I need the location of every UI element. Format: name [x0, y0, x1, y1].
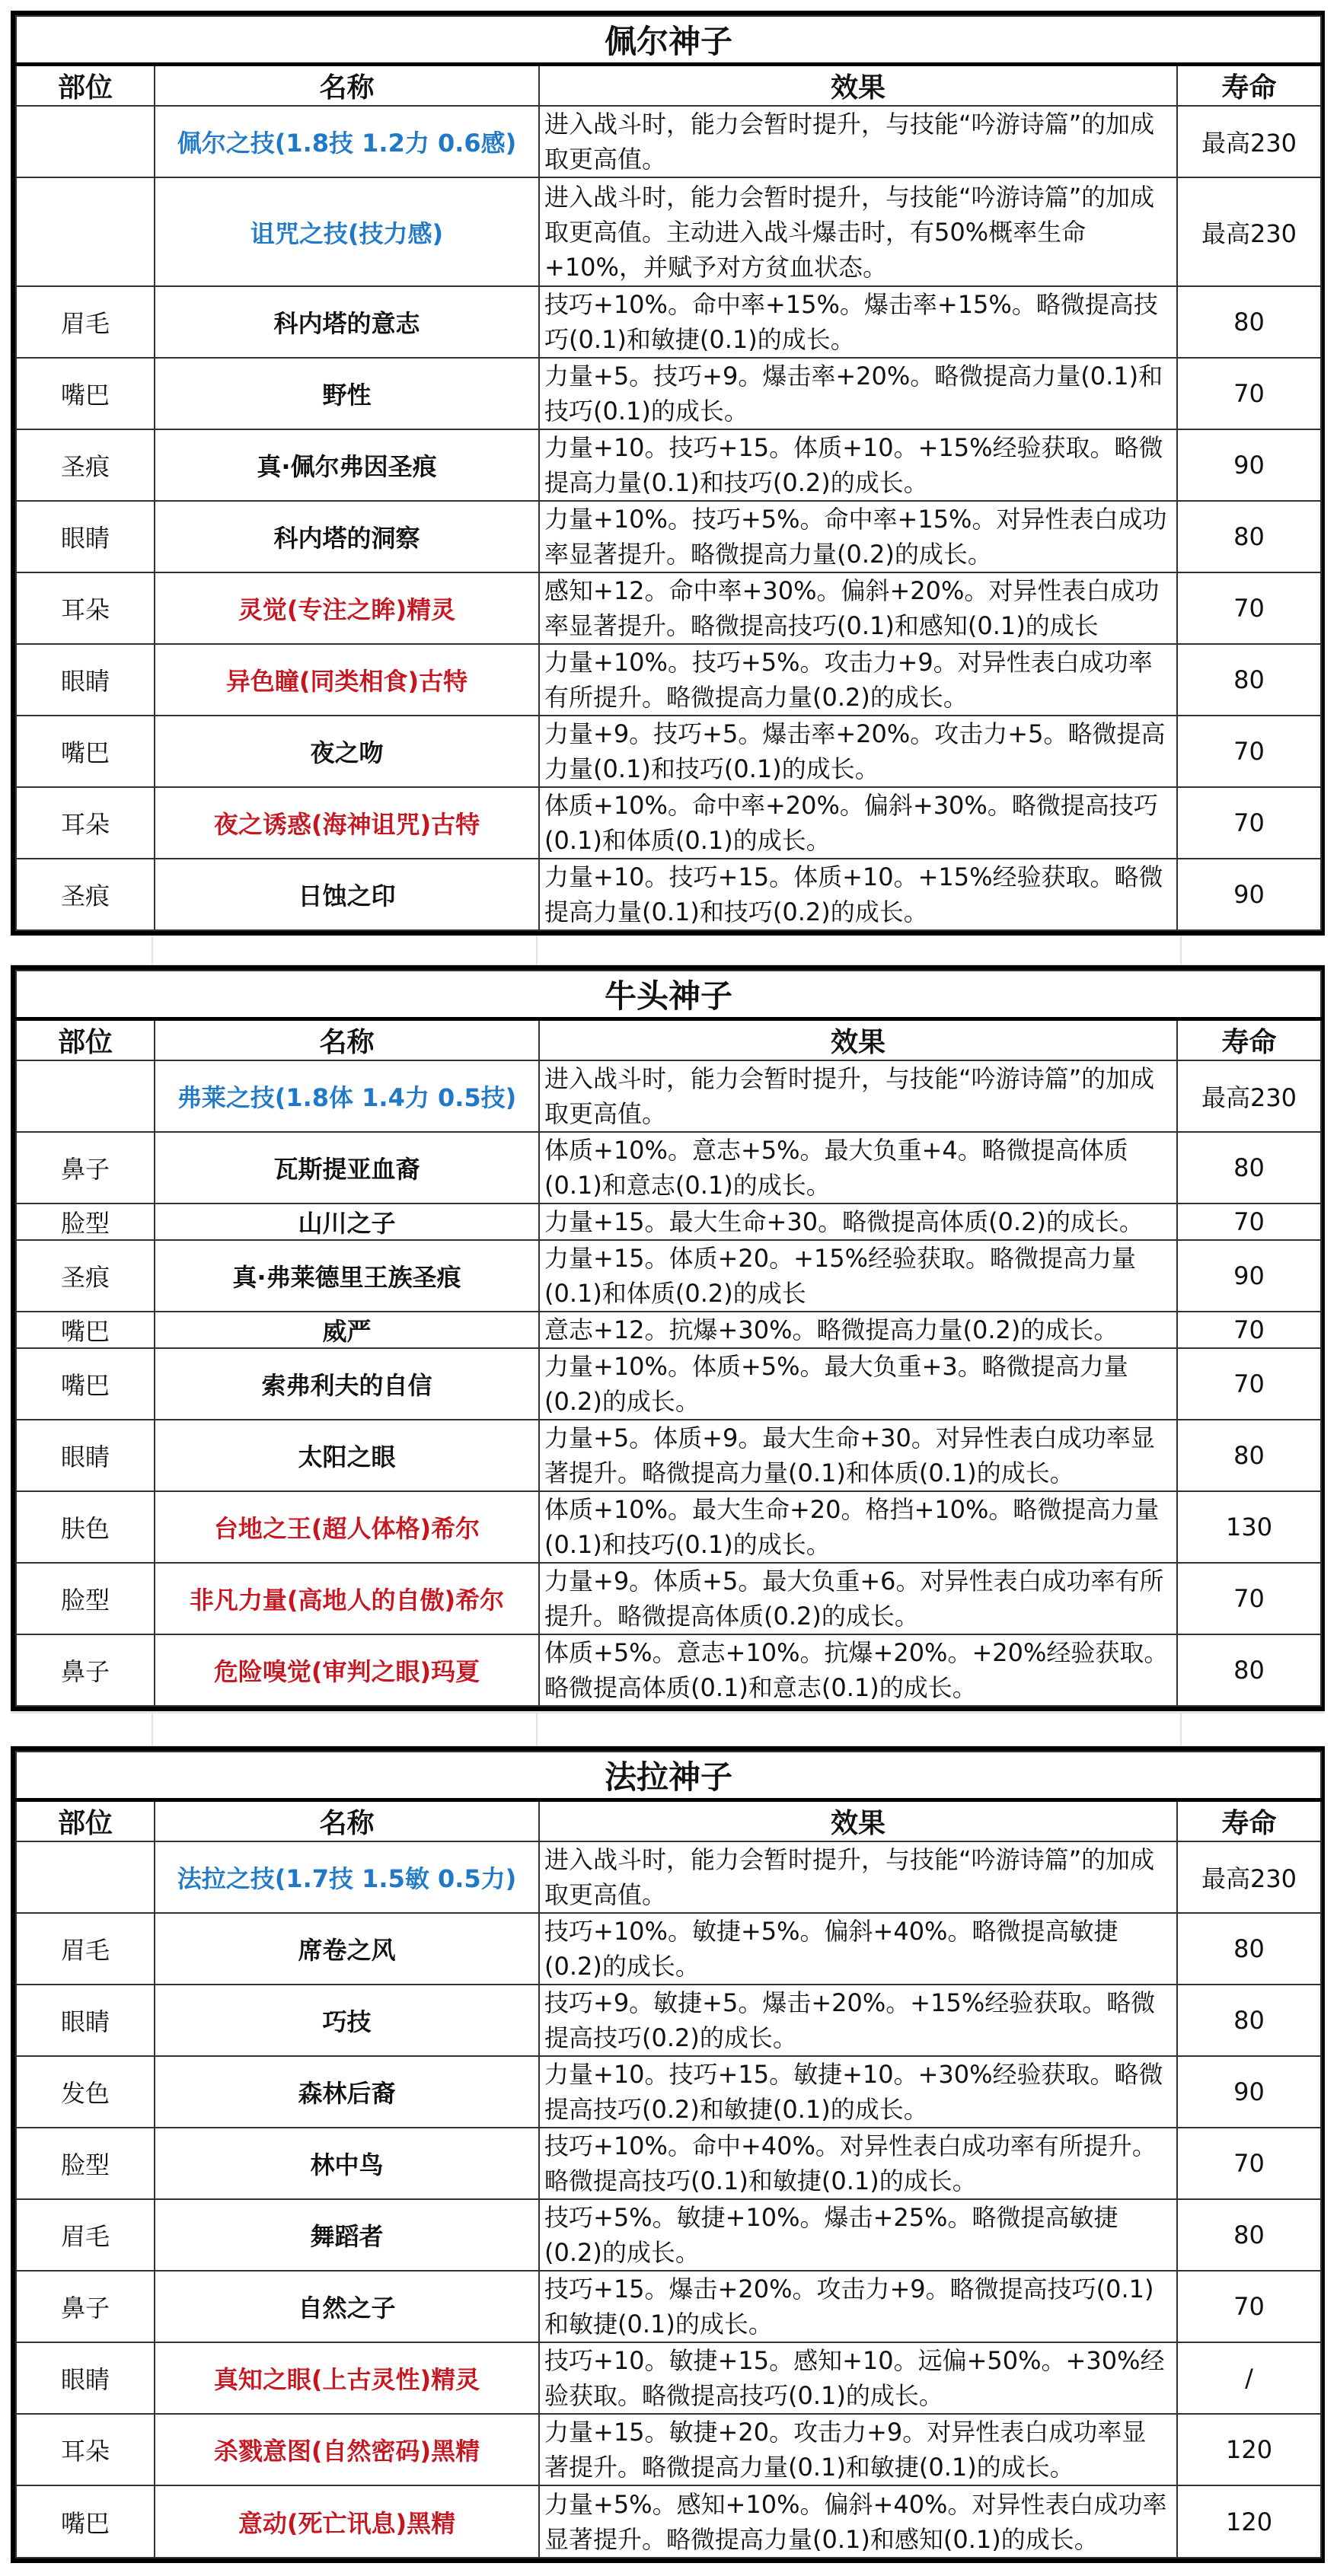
cell-life: 80 [1177, 644, 1321, 716]
cell-life: 最高230 [1177, 106, 1321, 177]
cell-life: 70 [1177, 1348, 1321, 1420]
data-table [15, 1751, 1322, 2558]
cell-effect: 力量+10%。体质+5%。最大负重+3。略微提高力量(0.2)的成长。 [539, 1348, 1177, 1420]
cell-name: 真·弗莱德里王族圣痕 [155, 1240, 539, 1312]
cell-part: 圣痕 [16, 1240, 155, 1312]
cell-name: 夜之诱惑(海神诅咒)古特 [155, 787, 539, 859]
cell-name: 索弗利夫的自信 [155, 1348, 539, 1420]
cell-part: 发色 [16, 2056, 155, 2128]
cell-part: 眉毛 [16, 1913, 155, 1985]
cell-name: 夜之吻 [155, 716, 539, 787]
cell-part: 嘴巴 [16, 1312, 155, 1348]
cell-life: 70 [1177, 2271, 1321, 2342]
cell-life: 120 [1177, 2485, 1321, 2558]
cell-life: 90 [1177, 2056, 1321, 2128]
cell-life: 70 [1177, 787, 1321, 859]
cell-name: 真·佩尔弗因圣痕 [155, 429, 539, 501]
cell-effect: 技巧+10。敏捷+15。感知+10。远偏+50%。+30%经验获取。略微提高技巧(0.1)的成长。 [539, 2342, 1177, 2414]
cell-part: 耳朵 [16, 2414, 155, 2485]
cell-name: 森林后裔 [155, 2056, 539, 2128]
table-row [16, 286, 1321, 358]
cell-effect: 力量+5%。感知+10%。偏斜+40%。对异性表白成功率显著提升。略微提高力量(0.1)和感知(0.1)的成长。 [539, 2485, 1177, 2558]
table-row [16, 1060, 1321, 1132]
table-row [16, 501, 1321, 572]
section-table [11, 1746, 1325, 2563]
table-row [16, 2414, 1321, 2485]
table-row [16, 2271, 1321, 2342]
cell-effect: 力量+10。技巧+15。体质+10。+15%经验获取。略微提高力量(0.1)和技巧(0.2)的成长。 [539, 859, 1177, 930]
cell-life: 70 [1177, 2128, 1321, 2199]
cell-part [16, 106, 155, 177]
cell-life: 90 [1177, 1240, 1321, 1312]
table-row [16, 1841, 1321, 1913]
table-row [16, 1348, 1321, 1420]
cell-part: 嘴巴 [16, 2485, 155, 2558]
cell-part: 鼻子 [16, 1132, 155, 1204]
cell-life: 80 [1177, 1634, 1321, 1706]
cell-effect: 意志+12。抗爆+30%。略微提高力量(0.2)的成长。 [539, 1312, 1177, 1348]
cell-life: 70 [1177, 1563, 1321, 1634]
cell-effect: 力量+15。体质+20。+15%经验获取。略微提高力量(0.1)和体质(0.2)的成长 [539, 1240, 1177, 1312]
table-row [16, 1491, 1321, 1563]
cell-effect: 力量+5。体质+9。最大生命+30。对异性表白成功率显著提升。略微提高力量(0.1)和体质(0.1)的成长。 [539, 1420, 1177, 1491]
table-row [16, 644, 1321, 716]
cell-effect: 力量+10%。技巧+5%。攻击力+9。对异性表白成功率有所提升。略微提高力量(0.2)的成长。 [539, 644, 1177, 716]
column-header-row [16, 1019, 1321, 1061]
cell-life: 80 [1177, 1985, 1321, 2056]
cell-effect: 技巧+10%。命中率+15%。爆击率+15%。略微提高技巧(0.1)和敏捷(0.1)的成长。 [539, 286, 1177, 358]
table-row [16, 1563, 1321, 1634]
cell-effect: 体质+10%。意志+5%。最大负重+4。略微提高体质(0.1)和意志(0.1)的成长。 [539, 1132, 1177, 1204]
cell-name: 意动(死亡讯息)黑精 [155, 2485, 539, 2558]
cell-name: 诅咒之技(技力感) [155, 177, 539, 286]
cell-effect: 力量+10。技巧+15。敏捷+10。+30%经验获取。略微提高技巧(0.2)和敏捷(0.1)的成长。 [539, 2056, 1177, 2128]
table-row [16, 106, 1321, 177]
cell-life: 120 [1177, 2414, 1321, 2485]
table-row [16, 177, 1321, 286]
cell-effect: 力量+9。体质+5。最大负重+6。对异性表白成功率有所提升。略微提高体质(0.2)的成长。 [539, 1563, 1177, 1634]
cell-part: 眼睛 [16, 501, 155, 572]
section-title: 法拉神子 [16, 1752, 1321, 1800]
cell-part: 嘴巴 [16, 716, 155, 787]
table-row [16, 2199, 1321, 2271]
section-title-row [16, 16, 1321, 65]
section-title-row [16, 1752, 1321, 1800]
header-name: 名称 [155, 65, 539, 107]
cell-name: 席卷之风 [155, 1913, 539, 1985]
cell-effect: 力量+9。技巧+5。爆击率+20%。攻击力+5。略微提高力量(0.1)和技巧(0.1)的成长。 [539, 716, 1177, 787]
cell-effect: 体质+10%。最大生命+20。格挡+10%。略微提高力量(0.1)和技巧(0.1)的成长。 [539, 1491, 1177, 1563]
cell-name: 真知之眼(上古灵性)精灵 [155, 2342, 539, 2414]
cell-part: 耳朵 [16, 787, 155, 859]
cell-effect: 技巧+9。敏捷+5。爆击+20%。+15%经验获取。略微提高技巧(0.2)的成长。 [539, 1985, 1177, 2056]
cell-name: 山川之子 [155, 1204, 539, 1240]
cell-part: 眉毛 [16, 286, 155, 358]
cell-part: 脸型 [16, 2128, 155, 2199]
cell-part: 眼睛 [16, 1985, 155, 2056]
section-title: 牛头神子 [16, 971, 1321, 1019]
cell-part: 圣痕 [16, 429, 155, 501]
table-row [16, 2485, 1321, 2558]
cell-effect: 力量+15。最大生命+30。略微提高体质(0.2)的成长。 [539, 1204, 1177, 1240]
table-row [16, 572, 1321, 644]
section-title-row [16, 971, 1321, 1019]
cell-name: 非凡力量(高地人的自傲)希尔 [155, 1563, 539, 1634]
cell-life: 90 [1177, 859, 1321, 930]
table-row [16, 2056, 1321, 2128]
cell-effect: 技巧+5%。敏捷+10%。爆击+25%。略微提高敏捷(0.2)的成长。 [539, 2199, 1177, 2271]
cell-part [16, 177, 155, 286]
cell-life: 最高230 [1177, 177, 1321, 286]
table-row [16, 1634, 1321, 1706]
cell-part: 眉毛 [16, 2199, 155, 2271]
cell-effect: 进入战斗时，能力会暂时提升，与技能“吟游诗篇”的加成取更高值。 [539, 1841, 1177, 1913]
column-header-row [16, 65, 1321, 107]
table-row [16, 1204, 1321, 1240]
table-row [16, 2128, 1321, 2199]
cell-name: 日蚀之印 [155, 859, 539, 930]
cell-effect: 进入战斗时，能力会暂时提升，与技能“吟游诗篇”的加成取更高值。主动进入战斗爆击时，有50%概率生命+10%，并赋予对方贫血状态。 [539, 177, 1177, 286]
cell-effect: 体质+10%。命中率+20%。偏斜+30%。略微提高技巧(0.1)和体质(0.1)的成长。 [539, 787, 1177, 859]
cell-life: 80 [1177, 501, 1321, 572]
cell-part: 耳朵 [16, 572, 155, 644]
table-row [16, 716, 1321, 787]
cell-part: 鼻子 [16, 2271, 155, 2342]
cell-name: 佩尔之技(1.8技 1.2力 0.6感) [155, 106, 539, 177]
cell-name: 科内塔的意志 [155, 286, 539, 358]
table-row [16, 1240, 1321, 1312]
cell-life: 70 [1177, 1204, 1321, 1240]
cell-name: 舞蹈者 [155, 2199, 539, 2271]
cell-part: 脸型 [16, 1204, 155, 1240]
cell-life: / [1177, 2342, 1321, 2414]
header-effect: 效果 [539, 1800, 1177, 1842]
table-row [16, 787, 1321, 859]
cell-effect: 技巧+10%。敏捷+5%。偏斜+40%。略微提高敏捷(0.2)的成长。 [539, 1913, 1177, 1985]
cell-name: 危险嗅觉(审判之眼)玛夏 [155, 1634, 539, 1706]
cell-part: 肤色 [16, 1491, 155, 1563]
cell-part: 眼睛 [16, 1420, 155, 1491]
cell-effect: 感知+12。命中率+30%。偏斜+20%。对异性表白成功率显著提升。略微提高技巧(0.1)和感知(0.1)的成长 [539, 572, 1177, 644]
header-part: 部位 [16, 1800, 155, 1842]
cell-life: 80 [1177, 2199, 1321, 2271]
cell-part [16, 1060, 155, 1132]
table-row [16, 358, 1321, 429]
header-name: 名称 [155, 1800, 539, 1842]
cell-life: 80 [1177, 1913, 1321, 1985]
header-effect: 效果 [539, 1019, 1177, 1061]
column-header-row [16, 1800, 1321, 1842]
cell-effect: 力量+5。技巧+9。爆击率+20%。略微提高力量(0.1)和技巧(0.1)的成长。 [539, 358, 1177, 429]
table-row [16, 859, 1321, 930]
cell-part: 眼睛 [16, 2342, 155, 2414]
cell-effect: 体质+5%。意志+10%。抗爆+20%。+20%经验获取。略微提高体质(0.1)和意志(0.1)的成长。 [539, 1634, 1177, 1706]
cell-name: 林中鸟 [155, 2128, 539, 2199]
cell-part: 嘴巴 [16, 1348, 155, 1420]
cell-life: 80 [1177, 1420, 1321, 1491]
header-life: 寿命 [1177, 1019, 1321, 1061]
cell-name: 灵觉(专注之眸)精灵 [155, 572, 539, 644]
table-row [16, 1312, 1321, 1348]
table-row [16, 1985, 1321, 2056]
cell-name: 异色瞳(同类相食)古特 [155, 644, 539, 716]
cell-name: 巧技 [155, 1985, 539, 2056]
cell-effect: 力量+15。敏捷+20。攻击力+9。对异性表白成功率显著提升。略微提高力量(0.1)和敏捷(0.1)的成长。 [539, 2414, 1177, 2485]
cell-effect: 技巧+10%。命中+40%。对异性表白成功率有所提升。略微提高技巧(0.1)和敏捷(0.1)的成长。 [539, 2128, 1177, 2199]
cell-life: 80 [1177, 286, 1321, 358]
table-row [16, 1913, 1321, 1985]
cell-name: 太阳之眼 [155, 1420, 539, 1491]
header-name: 名称 [155, 1019, 539, 1061]
cell-name: 威严 [155, 1312, 539, 1348]
header-life: 寿命 [1177, 1800, 1321, 1842]
data-table [15, 15, 1322, 931]
cell-part: 脸型 [16, 1563, 155, 1634]
header-part: 部位 [16, 65, 155, 107]
table-row [16, 429, 1321, 501]
cell-part [16, 1841, 155, 1913]
cell-name: 杀戮意图(自然密码)黑精 [155, 2414, 539, 2485]
data-table [15, 970, 1322, 1707]
cell-life: 最高230 [1177, 1841, 1321, 1913]
cell-life: 70 [1177, 358, 1321, 429]
section-table [11, 965, 1325, 1711]
cell-life: 90 [1177, 429, 1321, 501]
cell-life: 70 [1177, 1312, 1321, 1348]
cell-name: 科内塔的洞察 [155, 501, 539, 572]
cell-name: 自然之子 [155, 2271, 539, 2342]
cell-life: 130 [1177, 1491, 1321, 1563]
cell-part: 鼻子 [16, 1634, 155, 1706]
cell-name: 法拉之技(1.7技 1.5敏 0.5力) [155, 1841, 539, 1913]
cell-effect: 进入战斗时，能力会暂时提升，与技能“吟游诗篇”的加成取更高值。 [539, 106, 1177, 177]
cell-part: 圣痕 [16, 859, 155, 930]
section-table [11, 11, 1325, 936]
cell-name: 弗莱之技(1.8体 1.4力 0.5技) [155, 1060, 539, 1132]
header-life: 寿命 [1177, 65, 1321, 107]
cell-effect: 技巧+15。爆击+20%。攻击力+9。略微提高技巧(0.1)和敏捷(0.1)的成长。 [539, 2271, 1177, 2342]
header-effect: 效果 [539, 65, 1177, 107]
cell-effect: 力量+10%。技巧+5%。命中率+15%。对异性表白成功率显著提升。略微提高力量(0.2)的成长。 [539, 501, 1177, 572]
table-row [16, 1132, 1321, 1204]
cell-life: 最高230 [1177, 1060, 1321, 1132]
header-part: 部位 [16, 1019, 155, 1061]
section-title: 佩尔神子 [16, 16, 1321, 65]
cell-part: 嘴巴 [16, 358, 155, 429]
cell-part: 眼睛 [16, 644, 155, 716]
table-row [16, 2342, 1321, 2414]
table-row [16, 1420, 1321, 1491]
cell-effect: 力量+10。技巧+15。体质+10。+15%经验获取。略微提高力量(0.1)和技巧(0.2)的成长。 [539, 429, 1177, 501]
cell-name: 瓦斯提亚血裔 [155, 1132, 539, 1204]
cell-life: 70 [1177, 716, 1321, 787]
cell-name: 台地之王(超人体格)希尔 [155, 1491, 539, 1563]
cell-name: 野性 [155, 358, 539, 429]
cell-effect: 进入战斗时，能力会暂时提升，与技能“吟游诗篇”的加成取更高值。 [539, 1060, 1177, 1132]
cell-life: 80 [1177, 1132, 1321, 1204]
cell-life: 70 [1177, 572, 1321, 644]
